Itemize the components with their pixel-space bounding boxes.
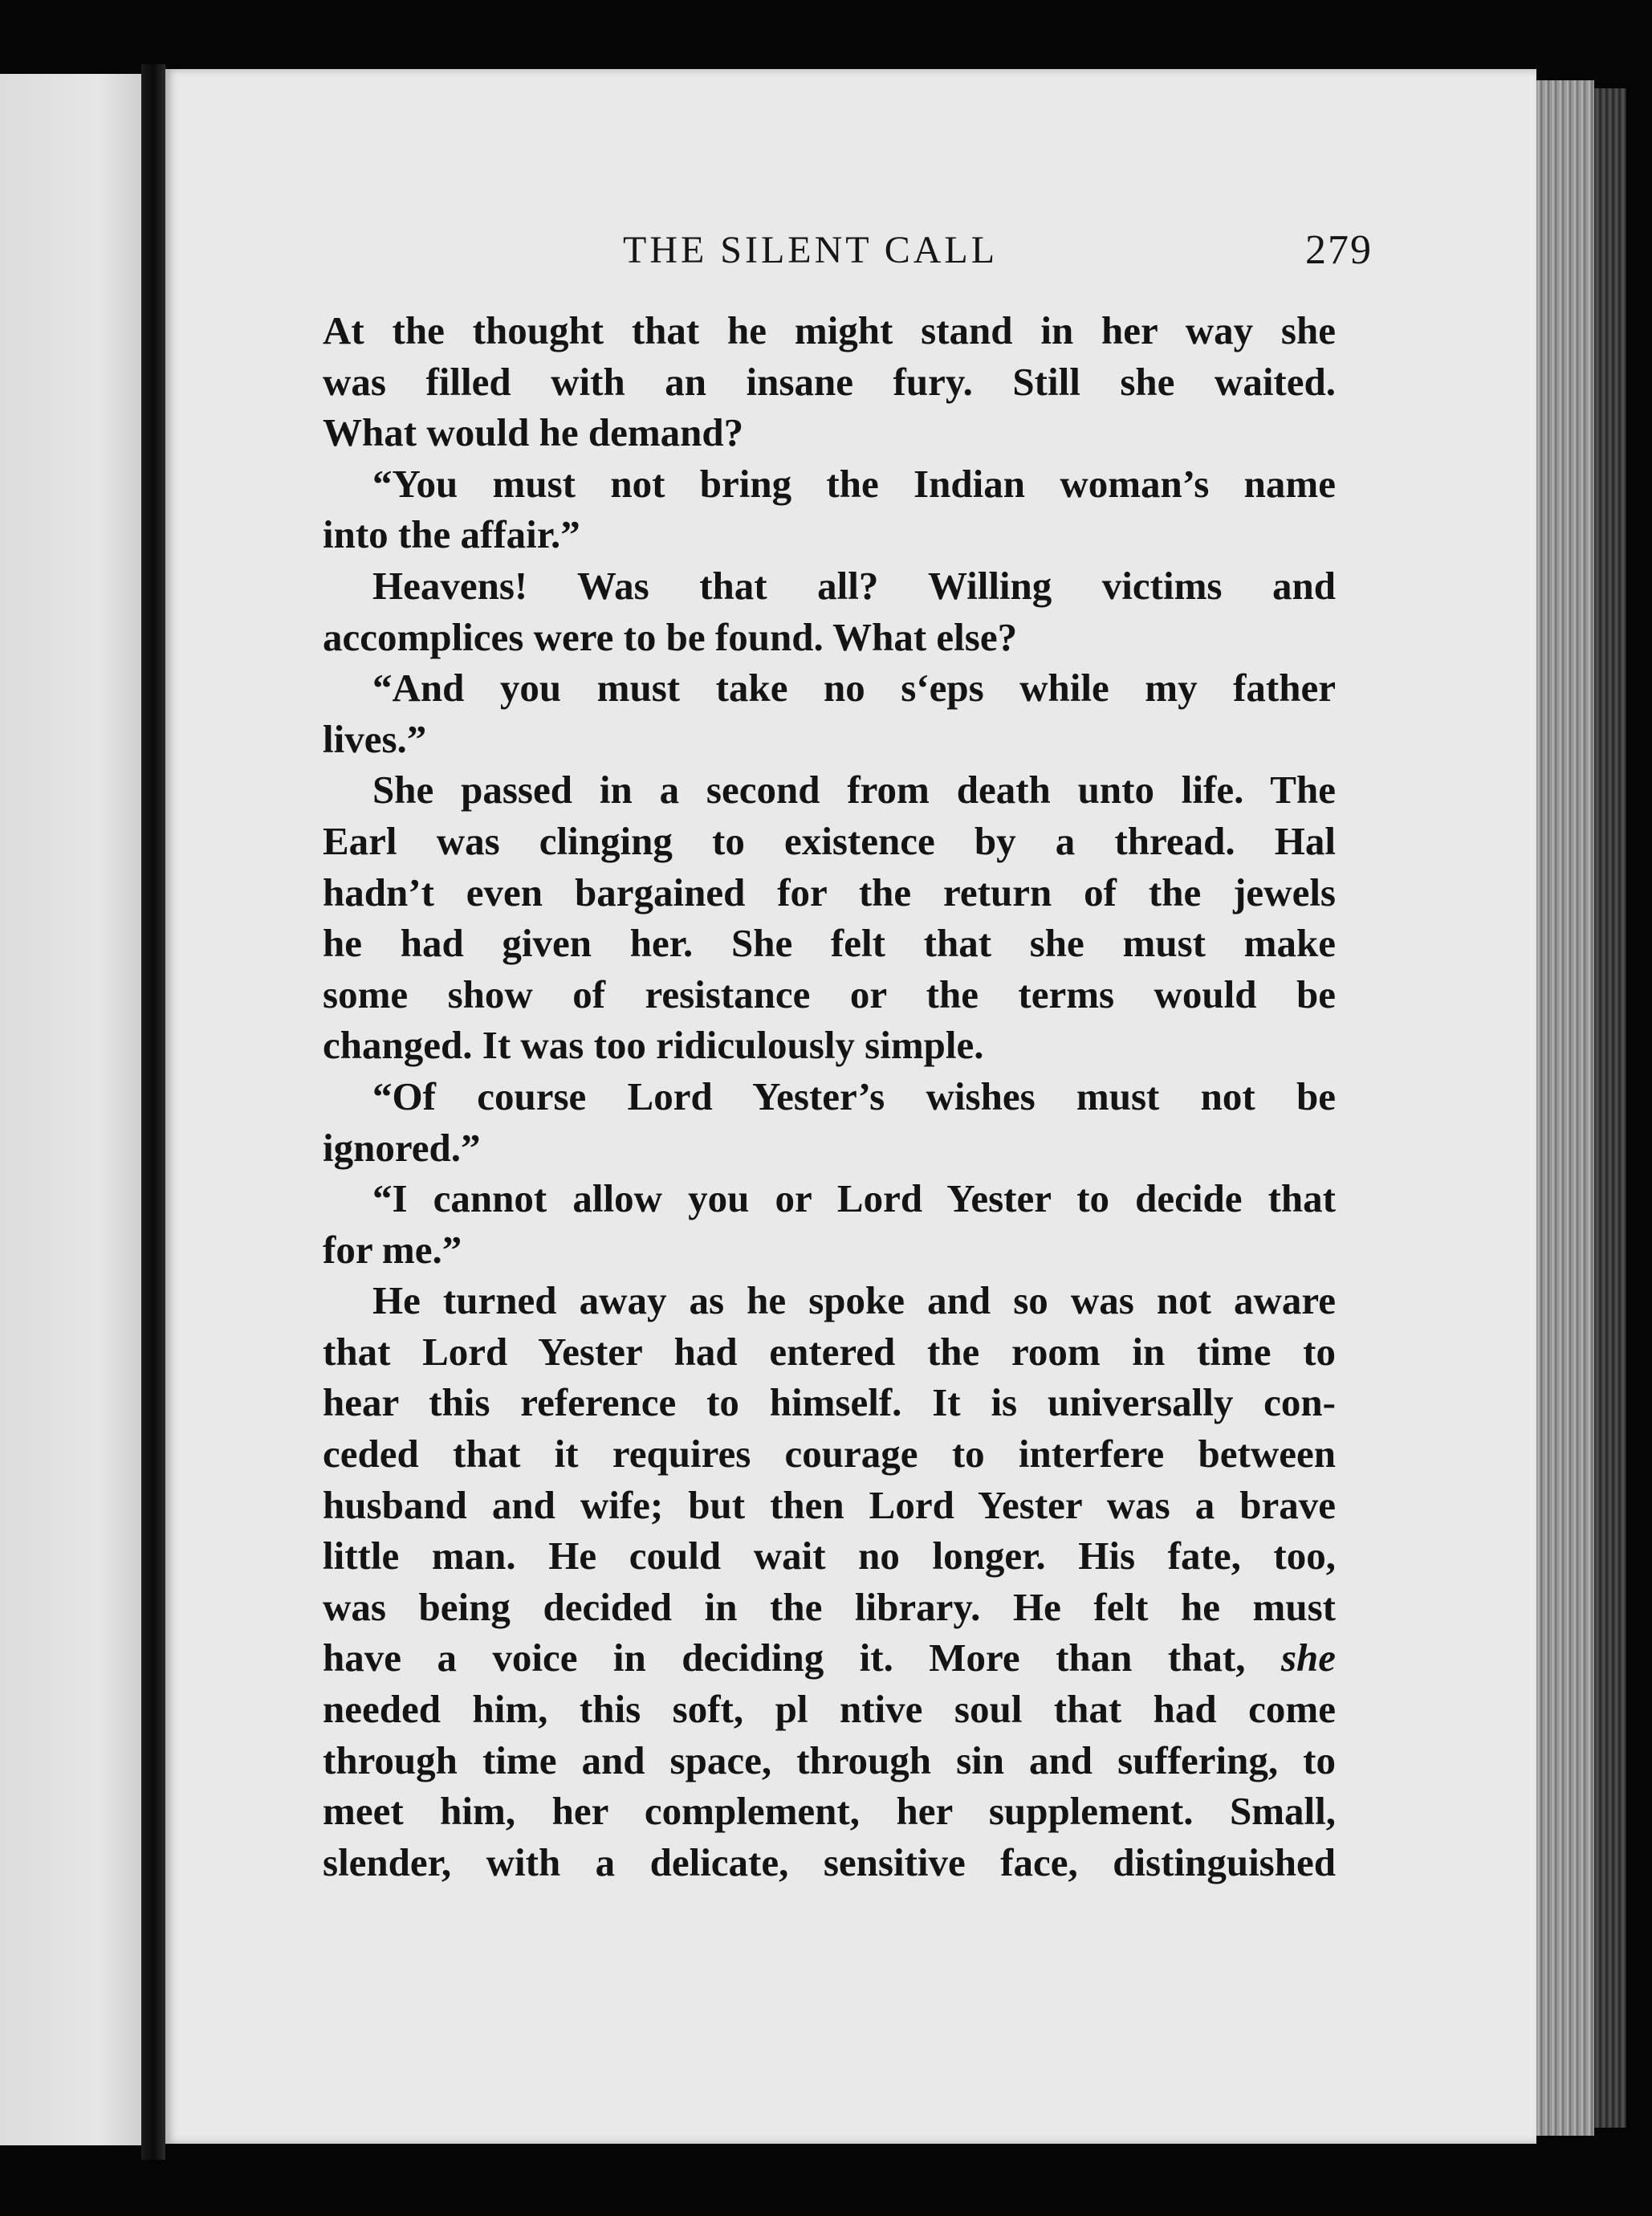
text-line xyxy=(323,1684,1336,1735)
text-line-content: through time and space, through sin and suffering, to xyxy=(323,1737,1336,1782)
book-page xyxy=(165,69,1536,2144)
running-title: THE SILENT CALL xyxy=(623,229,999,271)
text-line xyxy=(323,1530,1336,1582)
text-line-content: into the affair.” xyxy=(323,512,580,557)
text-line-content: accomplices were to be found. What else? xyxy=(323,614,1018,659)
text-line-content: he had given her. She felt that she must make xyxy=(323,921,1336,966)
text-line-content: was being decided in the library. He felt he must xyxy=(323,1584,1336,1629)
facing-page-edge xyxy=(0,74,141,2145)
text-line xyxy=(323,1122,1336,1174)
running-head xyxy=(165,218,1536,283)
text-line xyxy=(323,1377,1336,1428)
text-line-content: She passed in a second from death unto life. The xyxy=(372,768,1336,813)
text-line xyxy=(323,1837,1336,1888)
text-line xyxy=(323,1735,1336,1786)
book-gutter xyxy=(141,64,165,2160)
text-line xyxy=(323,1480,1336,1531)
text-line xyxy=(323,918,1336,969)
text-line xyxy=(323,714,1336,765)
text-line xyxy=(323,407,1336,458)
text-line xyxy=(323,816,1336,867)
page-block-edge xyxy=(1536,80,1594,2136)
text-line-content: husband and wife; but then Lord Yester was a brave xyxy=(323,1482,1336,1527)
text-line-content: needed him, this soft, pl ntive soul that had come xyxy=(323,1687,1336,1732)
text-line xyxy=(323,1224,1336,1276)
text-line-content: Heavens! Was that all? Willing victims and xyxy=(372,563,1336,608)
text-line-content: “Of course Lord Yester’s wishes must not be xyxy=(372,1073,1336,1118)
text-line xyxy=(323,305,1336,356)
text-line xyxy=(323,1582,1336,1633)
text-line xyxy=(323,867,1336,919)
text-line xyxy=(323,612,1336,663)
book-cover-edge xyxy=(1594,88,1626,2128)
text-line-content: ignored.” xyxy=(323,1125,481,1170)
text-line-content: that Lord Yester had entered the room in time to xyxy=(323,1329,1336,1374)
text-line-content: Earl was clinging to existence by a thread. Hal xyxy=(323,818,1336,863)
text-line-content: What would he demand? xyxy=(323,410,744,455)
text-line xyxy=(323,1020,1336,1071)
text-line xyxy=(323,560,1336,612)
text-line xyxy=(323,662,1336,714)
text-line-content: was filled with an insane fury. Still she waited. xyxy=(323,359,1336,404)
text-line xyxy=(323,1632,1336,1684)
text-line-content: have a voice in deciding it. More than that, xyxy=(323,1636,1246,1680)
text-line-content: meet him, her complement, her supplement. Small, xyxy=(323,1789,1336,1834)
italic-word: she xyxy=(1280,1636,1337,1680)
text-line-content: some show of resistance or the terms would be xyxy=(323,972,1336,1016)
text-line-content: for me.” xyxy=(323,1227,462,1272)
text-line-content: slender, with a delicate, sensitive face, distinguished xyxy=(323,1839,1336,1884)
page-number: 279 xyxy=(1305,227,1373,273)
text-line-content: At the thought that he might stand in her way she xyxy=(323,308,1336,352)
text-line-content: “You must not bring the Indian woman’s name xyxy=(372,461,1336,506)
text-line xyxy=(323,1786,1336,1837)
text-line xyxy=(323,356,1336,408)
text-line xyxy=(323,969,1336,1020)
text-line xyxy=(323,1275,1336,1326)
text-line-content: hear this reference to himself. It is universally con- xyxy=(323,1380,1336,1425)
text-line xyxy=(323,458,1336,510)
text-line-content: ceded that it requires courage to interfere between xyxy=(323,1432,1336,1477)
text-line-content: changed. It was too ridiculously simple. xyxy=(323,1023,984,1068)
text-line-content: little man. He could wait no longer. His fate, too, xyxy=(323,1534,1336,1578)
text-line xyxy=(323,1071,1336,1122)
text-line-content: “And you must take no s‘eps while my father xyxy=(372,666,1336,711)
text-line xyxy=(323,764,1336,816)
text-line xyxy=(323,1326,1336,1378)
text-line-content: He turned away as he spoke and so was not aware xyxy=(372,1278,1336,1323)
text-line-content: lives.” xyxy=(323,716,427,761)
text-line-content: hadn’t even bargained for the return of the jewels xyxy=(323,870,1336,915)
text-line xyxy=(323,509,1336,560)
text-line xyxy=(323,1428,1336,1480)
text-line-content: “I cannot allow you or Lord Yester to decide that xyxy=(372,1176,1336,1221)
body-text xyxy=(323,305,1336,1888)
text-line xyxy=(323,1173,1336,1224)
